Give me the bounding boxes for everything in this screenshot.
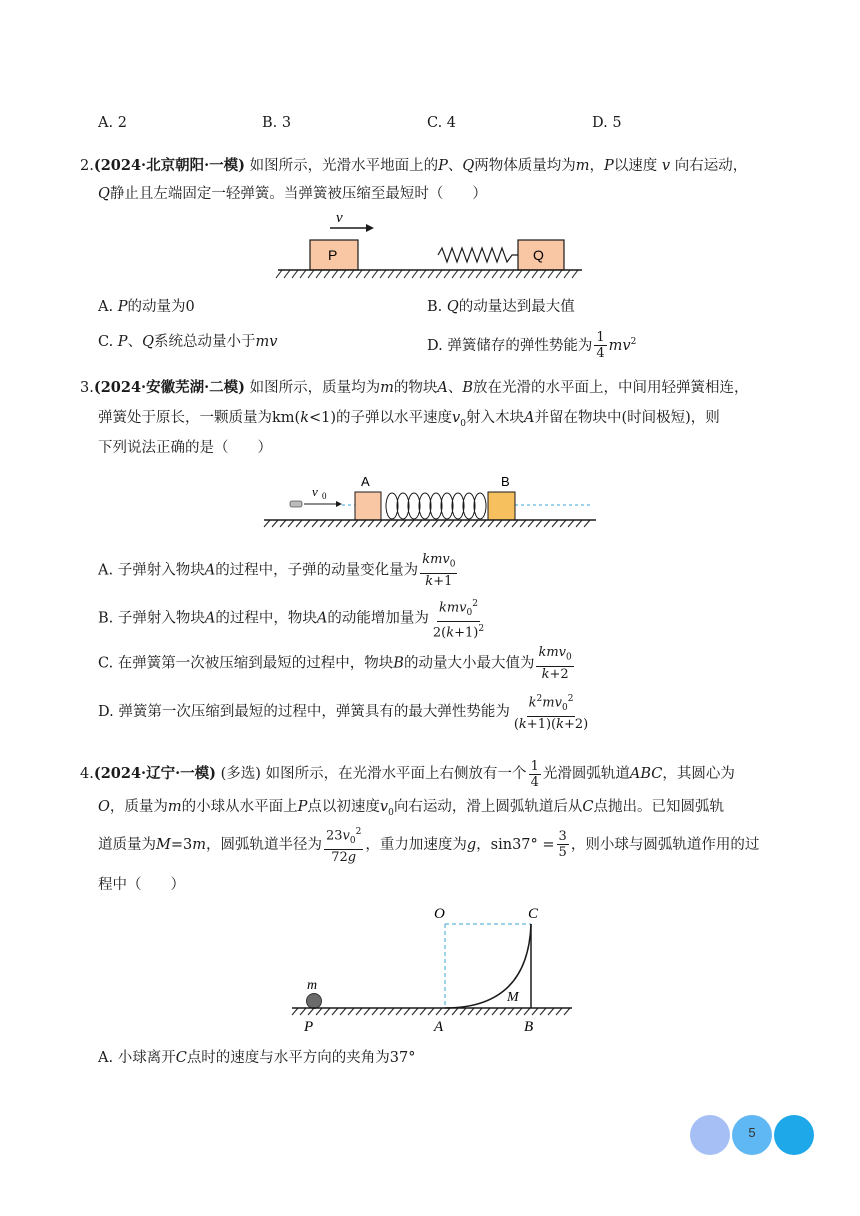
page-number-badge: [690, 1115, 815, 1155]
q3-option-b[interactable]: B. 子弹射入物块A的过程中，物块A的动能增加量为 $\frac{kmv_0^2}{2(k+1)^2}$: [98, 599, 485, 641]
q3-stem-line3: 下列说法正确的是（ ）: [98, 440, 272, 456]
page-dot-1: [690, 1115, 730, 1155]
q3-stem-line2: 弹簧处于原长，一颗质量为km(k<1)的子弹以水平速度$v_0$射入木块A并留在物块中(时间极短)，则: [98, 410, 720, 429]
page-dot-3: [774, 1115, 814, 1155]
q2-option-a[interactable]: A. P的动量为0: [98, 299, 195, 315]
block-p-label: P: [328, 247, 338, 263]
point-b-label: B: [524, 1019, 534, 1035]
prev-option-a: A. 2: [98, 115, 127, 131]
q4-stem-line1: 4.(2024·辽宁·一模) (多选) 如图所示，在光滑水平面上右侧放有一个 $\frac{1}{4}$ 光滑圆弧轨道ABC，其圆心为: [80, 758, 735, 790]
q2-option-d[interactable]: D. 弹簧储存的弹性势能为 $\frac{1}{4}$ $mv^2$: [427, 330, 637, 362]
q2-option-c[interactable]: C. P、Q系统总动量小于mv: [98, 334, 278, 350]
prev-option-d: D. 5: [592, 115, 622, 131]
q3-option-c[interactable]: C. 在弹簧第一次被压缩到最短的过程中，物块B的动量大小最大值为 $\frac{kmv_0}{k+2}$: [98, 645, 572, 682]
q3-fig-v0-label: v: [312, 484, 318, 499]
coil-spring-icon: [386, 493, 486, 519]
ball-mass-label: m: [307, 978, 318, 993]
q3-figure: [260, 468, 600, 530]
page-dot-2: [732, 1115, 772, 1155]
prev-option-b: B. 3: [262, 115, 292, 131]
track-mass-label: M: [507, 990, 519, 1005]
q3-option-d[interactable]: D. 弹簧第一次压缩到最短的过程中，弹簧具有的最大弹性势能为 $\frac{k^2mv_0^2}{(k+1)(k+2)}$: [98, 694, 589, 732]
q2-fig-v-label: v: [336, 210, 343, 226]
q4-figure: [288, 900, 578, 1038]
q2-figure: [270, 210, 590, 285]
q4-stem-line2: O，质量为m的小球从水平面上P点以初速度$v_0$向右运动，滑上圆弧轨道后从C点抛出。已知圆弧轨: [98, 799, 724, 818]
spring-icon: [438, 248, 518, 262]
q3-stem-line1: 3.(2024·安徽芜湖·二模) 如图所示，质量均为m的物块A、B放在光滑的水平面上，中间用轻弹簧相连，: [80, 379, 749, 396]
prev-option-c: C. 4: [427, 115, 457, 131]
page-number: 5: [748, 1125, 756, 1140]
q3-option-a[interactable]: A. 子弹射入物块A的过程中，子弹的动量变化量为 $\frac{kmv_0}{k+1}$: [98, 552, 456, 589]
block-q-label: Q: [533, 247, 544, 263]
svg-text:0: 0: [322, 491, 327, 501]
point-c-label: C: [528, 906, 539, 922]
block-a-label: A: [361, 474, 370, 489]
q4-stem-line3: 道质量为M=3m，圆弧轨道半径为 $\frac{23v_0^2}{72g}$ ，重力加速度为g，sin37° = $\frac{3}{5}$ ，则小球与圆弧轨道作用的过: [98, 827, 760, 865]
block-b: [488, 492, 515, 520]
ball-icon: [307, 994, 322, 1009]
point-p-label: P: [304, 1019, 314, 1035]
q2-option-b[interactable]: B. Q的动量达到最大值: [427, 299, 575, 315]
bullet-icon: [290, 501, 302, 507]
block-a: [355, 492, 381, 520]
point-a-label: A: [434, 1019, 444, 1035]
q2-stem-line1: 2.(2024·北京朝阳·一模) 如图所示，光滑水平地面上的P、Q两物体质量均为m，P以速度 v 向右运动，: [80, 157, 748, 174]
q4-stem-line4: 程中（ ）: [98, 877, 185, 893]
block-b-label: B: [501, 474, 510, 489]
point-o-label: O: [434, 906, 445, 922]
q4-option-a[interactable]: A. 小球离开C点时的速度与水平方向的夹角为37°: [98, 1050, 416, 1066]
q2-stem-line2: Q静止且左端固定一轻弹簧。当弹簧被压缩至最短时（ ）: [98, 186, 487, 202]
